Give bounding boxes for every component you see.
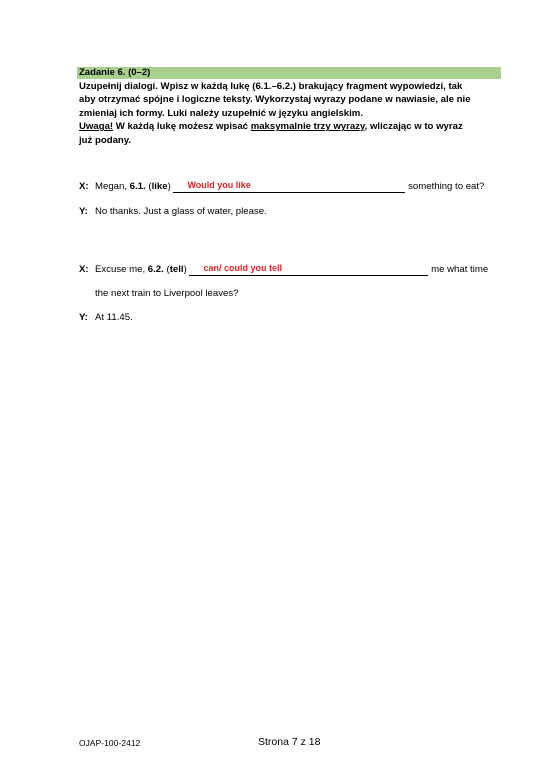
- dialogue-1-line-x: [79, 181, 484, 193]
- paren-close: ): [167, 181, 174, 192]
- line-text-pre: Excuse me,: [95, 264, 148, 275]
- note-emphasis: maksymalnie trzy wyrazy: [250, 121, 365, 133]
- task-title: Zadanie 6. (0–2): [79, 67, 151, 78]
- answer-blank-6-2[interactable]: [189, 264, 428, 276]
- dialogue-2-line-y: [79, 312, 133, 324]
- dialogue-2-line-x-continuation: [95, 288, 238, 300]
- handwritten-answer: Would you like: [187, 180, 251, 190]
- paren-open: (: [163, 264, 170, 275]
- paren-open: (: [145, 181, 152, 192]
- speaker-label: Y:: [79, 312, 88, 323]
- item-number: 6.2.: [147, 264, 164, 275]
- dialogue-2-line-x: [79, 264, 488, 276]
- line-text: At 11.45.: [95, 312, 133, 323]
- page-number: Strona 7 z 18: [258, 736, 321, 748]
- given-word: like: [151, 181, 168, 192]
- task-header: [77, 67, 501, 79]
- instruction-note: [79, 120, 503, 133]
- dialogue-1-line-y: [79, 206, 267, 218]
- line-text-post: me what time: [428, 264, 489, 275]
- instruction-line-2: aby otrzymać spójne i logiczne teksty. Wykorzystaj wyrazy podane w nawiasie, ale nie: [79, 94, 471, 106]
- exam-code: OJAP-100-2412: [79, 738, 141, 748]
- paren-close: ): [183, 264, 190, 275]
- note-text-post: , wliczając w to wyraz: [364, 121, 463, 133]
- speaker-label: X:: [79, 264, 89, 275]
- task-instructions: [79, 80, 503, 147]
- line-text-post: something to eat?: [405, 181, 485, 192]
- item-number: 6.1.: [129, 181, 146, 192]
- speaker-label: X:: [79, 181, 89, 192]
- note-label: Uwaga!: [79, 121, 114, 133]
- line-text-pre: Megan,: [95, 181, 130, 192]
- instruction-note-line-2: już podany.: [79, 134, 132, 146]
- line-text: No thanks. Just a glass of water, please.: [95, 206, 267, 217]
- speaker-label: Y:: [79, 206, 88, 217]
- note-text-pre: W każdą lukę możesz wpisać: [113, 121, 251, 133]
- handwritten-answer: can/ could you tell: [203, 263, 282, 273]
- instruction-line-3: zmieniaj ich formy. Luki należy uzupełnić w języku angielskim.: [79, 107, 363, 119]
- given-word: tell: [169, 264, 184, 275]
- answer-blank-6-1[interactable]: [173, 181, 405, 193]
- line-text: the next train to Liverpool leaves?: [95, 288, 239, 299]
- instruction-line-1: Uzupełnij dialogi. Wpisz w każdą lukę (6.1.–6.2.) brakujący fragment wypowiedzi, tak: [79, 81, 463, 92]
